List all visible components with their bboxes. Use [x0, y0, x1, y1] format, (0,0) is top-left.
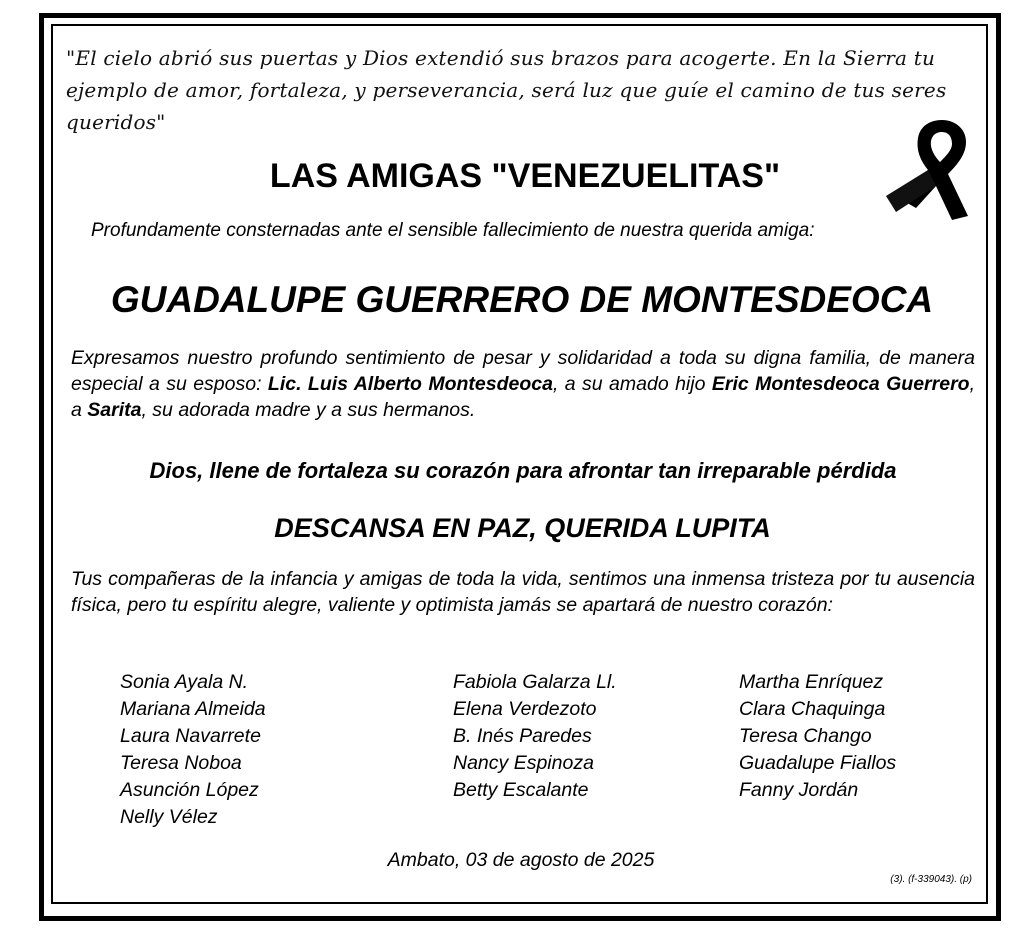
- condolence-text-4: , su adorada madre y a sus hermanos.: [141, 399, 476, 421]
- subtitle: Profundamente consternadas ante el sensible fallecimiento de nuestra querida amiga:: [91, 220, 815, 241]
- signer-name: Guadalupe Fiallos: [739, 752, 897, 774]
- signer-name: Clara Chaquinga: [739, 698, 886, 720]
- signer-name: Nancy Espinoza: [453, 752, 594, 774]
- signer-name: Elena Verdezoto: [453, 698, 597, 720]
- signer-name: Mariana Almeida: [120, 698, 266, 720]
- signer-name: Sonia Ayala N.: [120, 671, 249, 693]
- names-column-2: [453, 669, 617, 804]
- farewell-paragraph: Tus compañeras de la infancia y amigas de toda la vida, sentimos una inmensa tristeza por tu ausencia física, pero tu espíritu alegre, valiente y optimista jamás se apartará de nuestro corazón:: [71, 568, 975, 616]
- signer-name: B. Inés Paredes: [453, 725, 592, 747]
- son-name: Eric Montesdeoca Guerrero: [711, 373, 970, 395]
- names-column-1: [120, 669, 266, 831]
- condolence-text-2: , a su amado hijo: [552, 373, 712, 395]
- prayer-line: Dios, llene de fortaleza su corazón para afrontar tan irreparable pérdida: [149, 458, 897, 483]
- condolence-text-1: Expresamos nuestro profundo sentimiento de pesar y solidaridad a toda su digna familia, de manera especial a su esposo:: [71, 347, 975, 395]
- opening-quote: "El cielo abrió sus puertas y Dios extendió sus brazos para acogerte. En la Sierra tu ejemplo de amor, fortaleza, y perseverancia, será luz que guíe el camino de tus seres queridos": [66, 46, 947, 134]
- signer-name: Betty Escalante: [453, 779, 589, 801]
- signer-name: Fanny Jordán: [739, 779, 859, 801]
- spouse-name: Lic. Luis Alberto Montesdeoca: [267, 373, 553, 395]
- rest-in-peace: DESCANSA EN PAZ, QUERIDA LUPITA: [274, 513, 771, 543]
- deceased-name: GUADALUPE GUERRERO DE MONTESDEOCA: [110, 279, 934, 320]
- mother-name: Sarita: [87, 399, 142, 421]
- signer-name: Teresa Chango: [739, 725, 872, 747]
- names-column-3: [739, 669, 896, 804]
- condolence-paragraph: [71, 345, 975, 423]
- publication-reference: (3). (f-339043). (p): [890, 874, 972, 885]
- place-and-date: Ambato, 03 de agosto de 2025: [387, 849, 655, 871]
- condolence-text-3: , a: [71, 373, 975, 421]
- signer-name: Nelly Vélez: [120, 806, 218, 828]
- signer-name: Martha Enríquez: [739, 671, 884, 693]
- group-title: LAS AMIGAS "VENEZUELITAS": [269, 157, 781, 195]
- signer-name: Laura Navarrete: [120, 725, 261, 747]
- signer-name: Fabiola Galarza Ll.: [453, 671, 617, 693]
- signer-name: Teresa Noboa: [120, 752, 242, 774]
- signer-name: Asunción López: [120, 779, 259, 801]
